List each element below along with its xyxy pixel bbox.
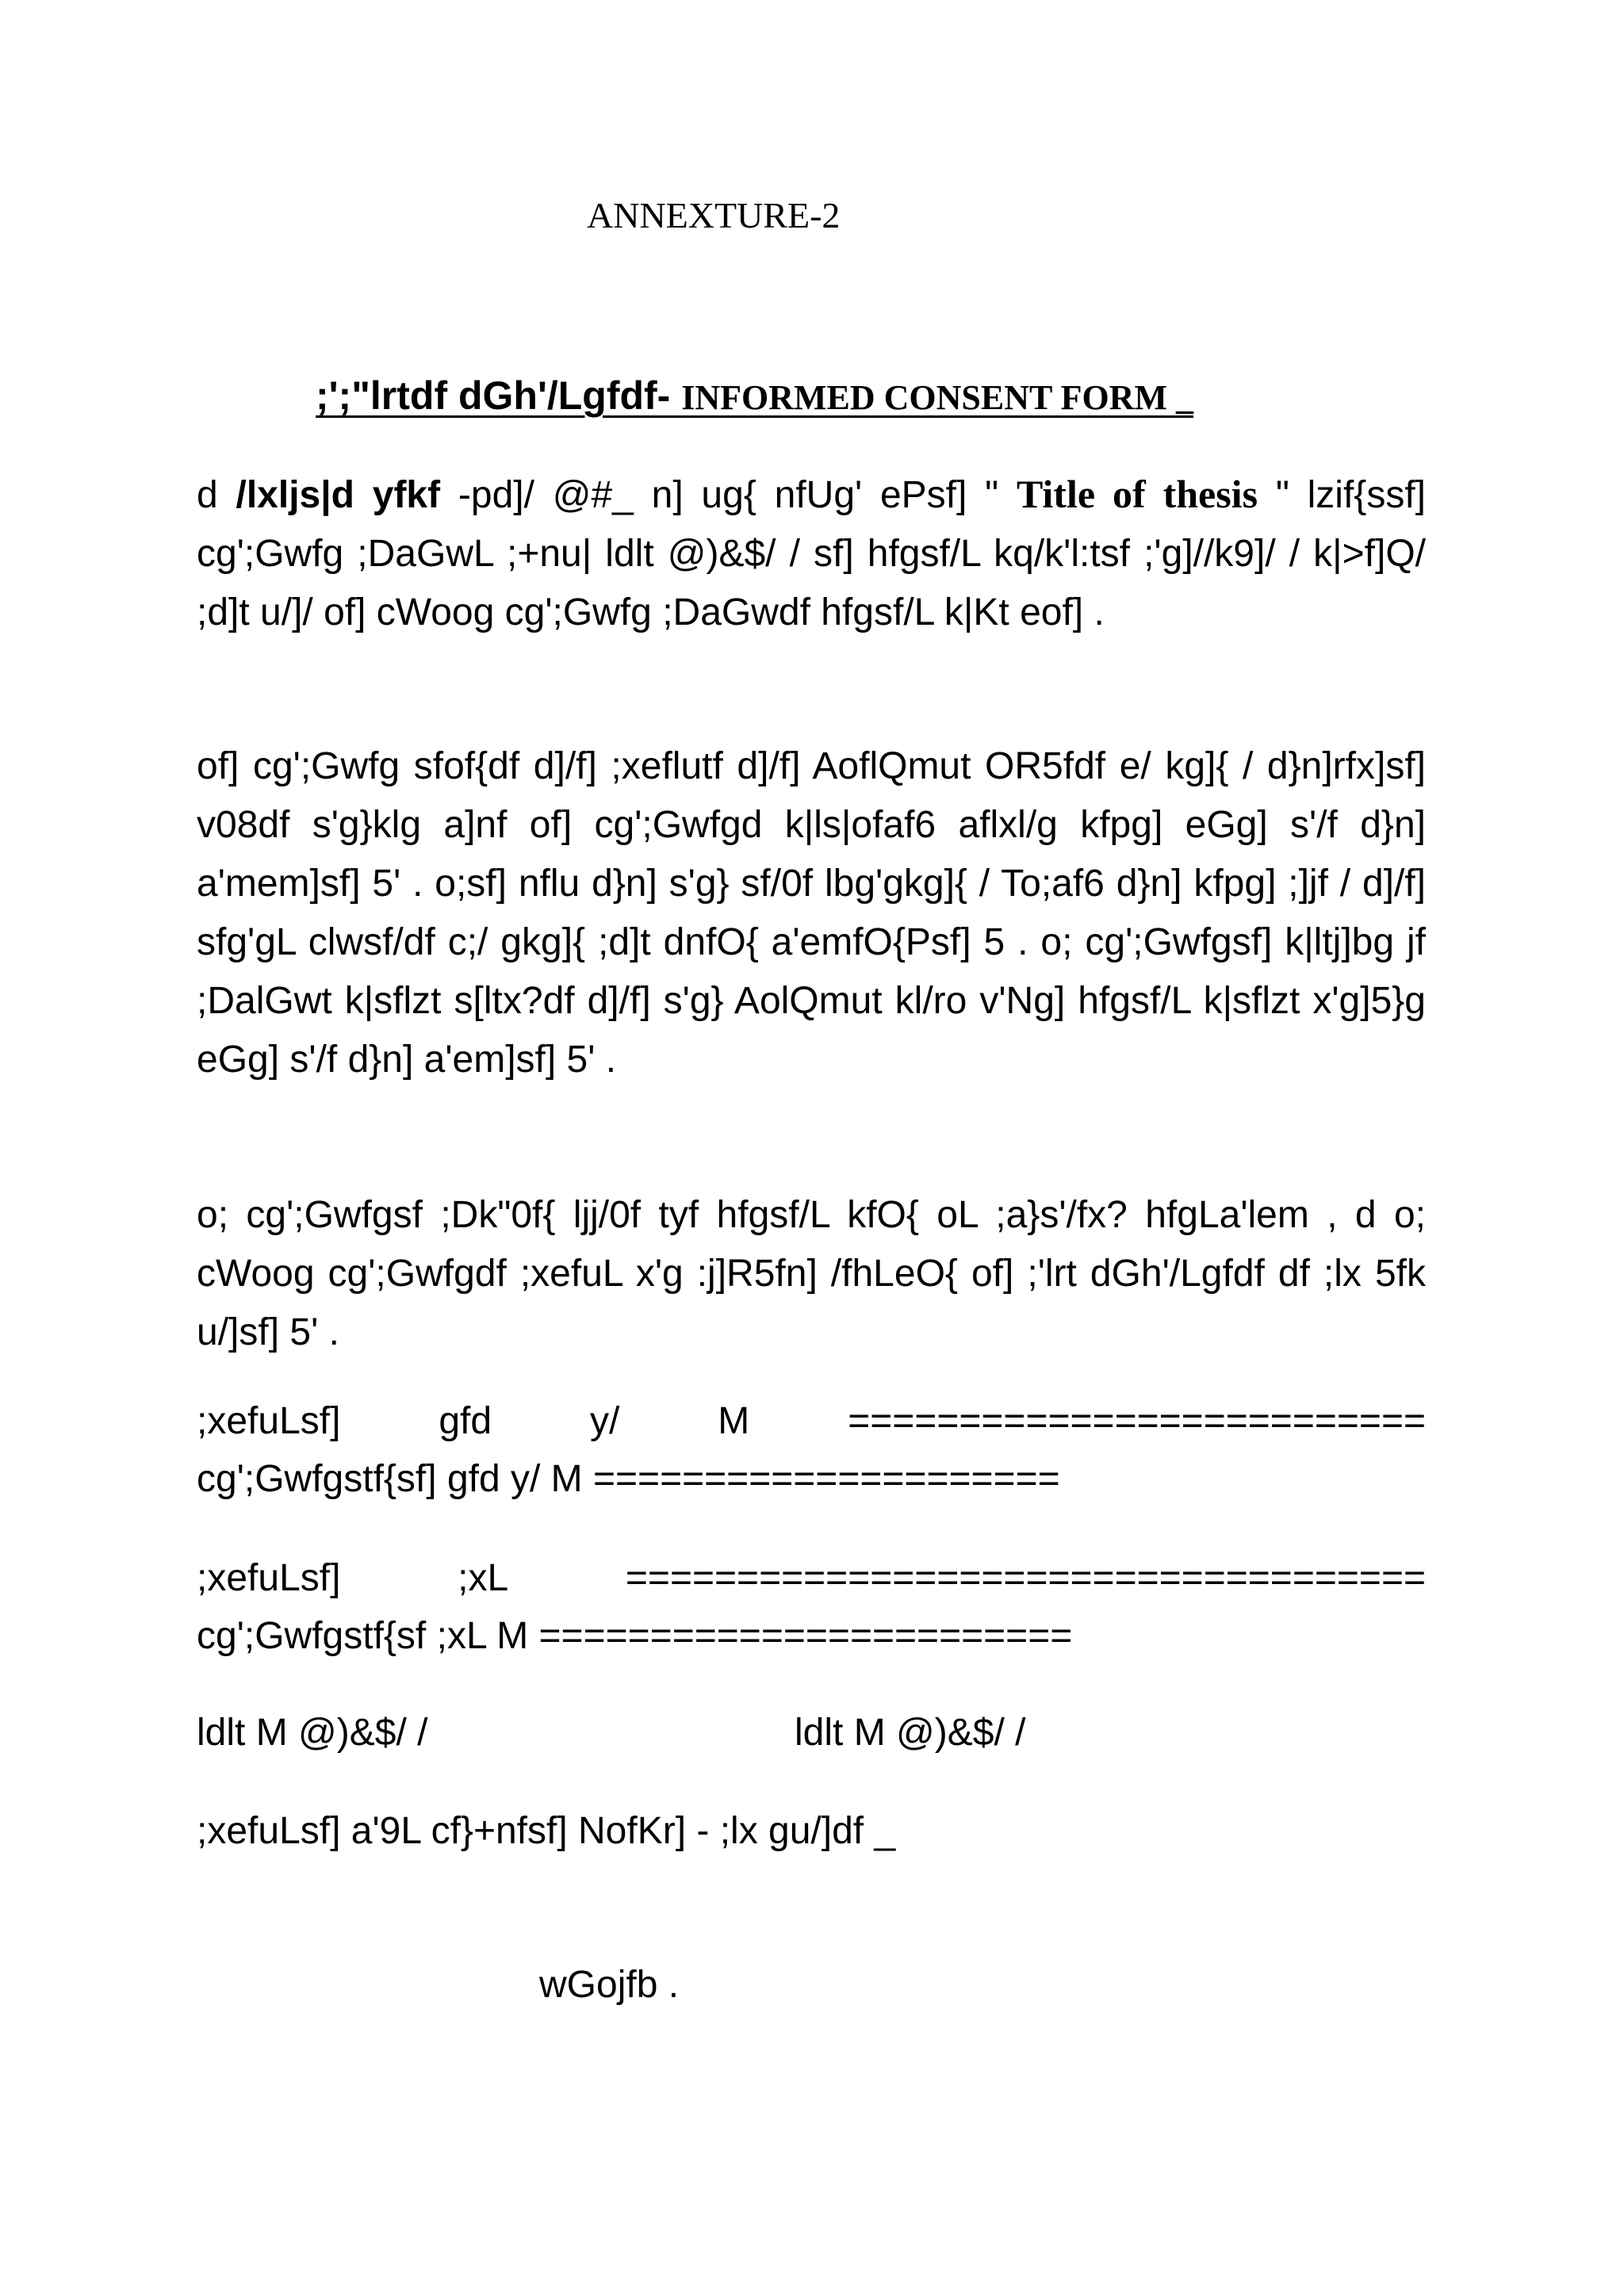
thesis-title-placeholder: Title of thesis [1016, 472, 1258, 516]
researcher-date: ldlt M @)&$/ / [795, 1712, 1026, 1754]
annexure-label: ANNEXTURE-2 [587, 195, 841, 235]
participant-signature-blank: ==================================== [625, 1557, 1426, 1599]
consent-declaration-paragraph: o; cg';Gwfgsf ;Dk"0f{ ljj/0f tyf hfgsf/L kfO{ oL ;a}s'/fx? hfgLa'lem , d o; cWoog cg';Gwfgdf ;xefuL x'g :j]R5fn] /fhLeO{ of] ;'lrt dGh'/Lgfdf df ;lx 5fk u/]sf] 5' . [197, 1194, 1426, 1353]
participant-name-word-3: y/ [590, 1400, 620, 1442]
participant-signature-word-1: ;xefuLsf] [197, 1557, 341, 1599]
participant-name-line [197, 1399, 1426, 1443]
form-title-nepali: ;';"lrtdf dGh'/Lgfdf- [316, 373, 682, 418]
form-title-english: INFORMED CONSENT FORM _ [681, 378, 1193, 417]
thumbprint-line: ;xefuLsf] a'9L cf}+nfsf] NofKr] - ;lx gu/]df _ [197, 1810, 896, 1852]
participant-name-word-2: gfd [439, 1400, 492, 1442]
researcher-signature-line: cg';Gwfgstf{sf ;xL M ======================== [197, 1615, 1073, 1657]
participant-signature-line [197, 1556, 1426, 1600]
participant-name-blank: ========================== [848, 1400, 1426, 1442]
participant-name-word-1: ;xefuLsf] [197, 1400, 341, 1442]
intro-seg-2: /lxljs|d yfkf [236, 474, 441, 516]
participant-signature-word-2: ;xL [458, 1557, 509, 1599]
voluntary-participation-paragraph: of] cg';Gwfg sfof{df d]/f] ;xeflutf d]/f] AoflQmut OR5fdf e/ kg]{ / d}n]rfx]sf] v08df s'g}klg a]nf of] cg';Gwfgd k|ls|ofaf6 aflxl/g kfpg] eGg] s'/f d}n] a'mem]sf] 5' . o;sf] nflu d}n] s'g} sf/0f lbg'gkg]{ / To;af6 d}n] kfpg] ;]jf / d]/f] sfg'gL clwsf/df c;/ gkg]{ ;d]t dnfO{ a'emfO{Psf] 5 . o; cg';Gwfgsf] k|ltj]bg jf ;DalGwt k|sflzt s[ltx?df d]/f] s'g} AolQmut kl/ro v'Ng] hfgsf/L k|sflzt x'g]5}g eGg] s'/f d}n] a'em]sf] 5' . [197, 745, 1426, 1081]
intro-seg-5: " lzif{ssf] cg';Gwfg ;DaGwL ;+nu| ldlt @)&$/ / sf] hfgsf/L kq/k'l:tsf ;'g]//k9]/ / k|>f]Q/ ;d]t u/]/ of] cWoog cg';Gwfg ;DaGwdf hfgsf/L k|Kt eof] . [197, 474, 1426, 633]
intro-seg-3: -pd]/ @#_ n] ug{ nfUg' ePsf] " [440, 474, 1017, 516]
form-title [316, 373, 1323, 419]
closing-thanks: wGojfb . [539, 1964, 680, 2006]
participant-name-word-4: M [718, 1400, 750, 1442]
intro-paragraph [197, 465, 1426, 642]
intro-seg-1: d [197, 474, 236, 516]
researcher-name-line: cg';Gwfgstf{sf] gfd y/ M ===================== [197, 1458, 1060, 1500]
participant-date: ldlt M @)&$/ / [197, 1712, 428, 1754]
